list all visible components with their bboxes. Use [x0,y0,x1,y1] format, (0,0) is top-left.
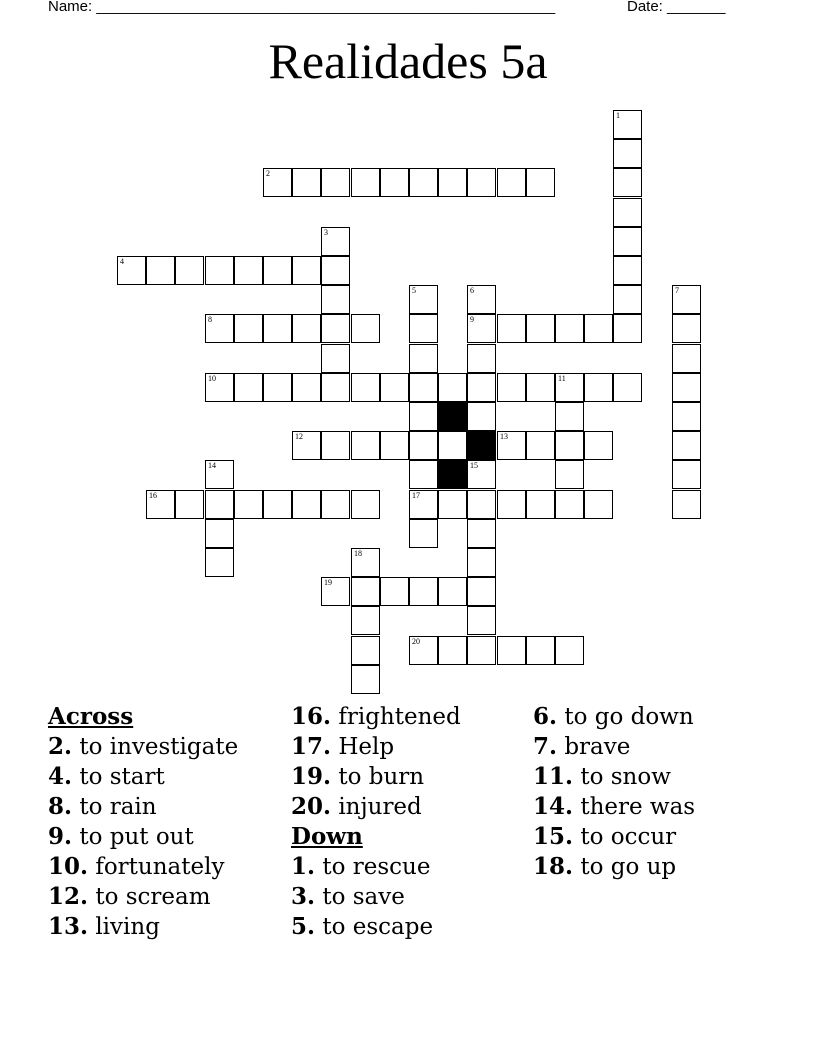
clue-number: 1 [616,111,620,120]
clue-item [48,822,238,852]
clue-number: 6 [470,286,474,295]
crossword-cell[interactable] [467,460,496,489]
crossword-cell[interactable] [467,490,496,519]
crossword-cell[interactable] [205,373,234,402]
crossword-cell[interactable] [497,314,526,343]
clue-item-number: 13. [48,913,89,940]
crossword-cell[interactable] [409,431,438,460]
clue-number: 4 [120,257,124,266]
crossword-cell[interactable] [409,519,438,548]
crossword-cell[interactable] [205,490,234,519]
crossword-cell[interactable] [438,373,467,402]
clue-item [291,852,461,882]
crossword-cell[interactable] [613,373,642,402]
down-heading: Down [291,823,363,850]
name-field-label: Name: _______________________________________________________ [48,0,556,15]
crossword-cell[interactable] [555,431,584,460]
clue-item-number: 10. [48,853,89,880]
clue-item [533,792,695,822]
clue-item-text: to snow [573,764,671,790]
clue-number: 16 [149,491,157,500]
crossword-cell[interactable] [175,490,204,519]
crossword-cell[interactable] [321,227,350,256]
crossword-cell[interactable] [380,373,409,402]
crossword-cell[interactable] [584,314,613,343]
crossword-cell[interactable] [555,636,584,665]
crossword-cell[interactable] [497,431,526,460]
clue-number: 2 [266,169,270,178]
crossword-cell[interactable] [409,402,438,431]
clue-item [48,732,238,762]
clue-number: 14 [208,461,216,470]
clue-item [291,912,461,942]
crossword-cell[interactable] [467,314,496,343]
crossword-cell[interactable] [672,314,701,343]
clue-item-text: Help [331,734,395,760]
crossword-cell[interactable] [613,198,642,227]
clue-item-number: 16. [291,703,332,730]
clue-item-number: 7. [533,733,558,760]
crossword-cell[interactable] [467,577,496,606]
crossword-cell[interactable] [555,314,584,343]
clue-item [48,792,238,822]
crossword-cell[interactable] [672,344,701,373]
crossword-cell[interactable] [409,577,438,606]
crossword-cell[interactable] [526,490,555,519]
crossword-cell[interactable] [205,548,234,577]
crossword-cell[interactable] [351,548,380,577]
crossword-cell[interactable] [321,344,350,373]
across-heading: Across [48,703,134,730]
crossword-cell[interactable] [467,636,496,665]
crossword-cell[interactable] [613,285,642,314]
crossword-cell[interactable] [555,373,584,402]
crossword-cell[interactable] [409,168,438,197]
down-clue-list [291,852,461,942]
crossword-cell[interactable] [467,344,496,373]
clue-column-2 [291,702,461,942]
crossword-cell[interactable] [321,577,350,606]
crossword-cell[interactable] [321,431,350,460]
clue-item-number: 5. [291,913,316,940]
clue-number: 19 [324,578,332,587]
crossword-cell[interactable] [409,285,438,314]
clue-item [533,852,695,882]
crossword-cell[interactable] [613,256,642,285]
clue-item-text: living [88,914,160,940]
crossword-cell[interactable] [584,490,613,519]
crossword-cell[interactable] [117,256,146,285]
clue-number: 9 [470,315,474,324]
clue-item [533,822,695,852]
crossword-cell[interactable] [526,373,555,402]
clue-column-1 [48,702,238,942]
crossword-cell[interactable] [438,577,467,606]
clue-item [533,702,695,732]
clue-item [291,732,461,762]
crossword-cell[interactable] [555,402,584,431]
clue-item-number: 14. [533,793,574,820]
clue-item-number: 11. [533,763,574,790]
crossword-cell[interactable] [409,490,438,519]
crossword-cell[interactable] [292,490,321,519]
clue-item [533,762,695,792]
clue-item-number: 9. [48,823,73,850]
down-clue-list-continued [533,702,695,882]
clue-number: 13 [500,432,508,441]
crossword-cell[interactable] [497,168,526,197]
crossword-cell[interactable] [292,431,321,460]
crossword-cell[interactable] [146,490,175,519]
clue-item-text: to save [315,884,405,910]
crossword-cell[interactable] [613,139,642,168]
crossword-cell[interactable] [351,636,380,665]
clue-item-text: to rescue [315,854,431,880]
crossword-cell[interactable] [351,168,380,197]
crossword-cell[interactable] [438,431,467,460]
crossword-cell[interactable] [380,431,409,460]
crossword-black-cell [467,431,496,460]
clue-number: 10 [208,374,216,383]
crossword-cell[interactable] [526,314,555,343]
clue-item [533,732,695,762]
crossword-cell[interactable] [205,460,234,489]
crossword-cell[interactable] [321,256,350,285]
crossword-cell[interactable] [584,431,613,460]
crossword-cell[interactable] [351,577,380,606]
crossword-cell[interactable] [555,460,584,489]
clue-number: 17 [412,491,420,500]
clue-number: 3 [324,228,328,237]
crossword-cell[interactable] [467,606,496,635]
clue-item-text: to scream [88,884,211,910]
clue-item [48,852,238,882]
crossword-cell[interactable] [205,519,234,548]
crossword-cell[interactable] [526,431,555,460]
clue-number: 11 [558,374,566,383]
crossword-cell[interactable] [526,636,555,665]
clue-item-text: to go down [557,704,694,730]
clue-item-number: 17. [291,733,332,760]
crossword-cell[interactable] [497,490,526,519]
crossword-cell[interactable] [351,490,380,519]
clue-item [291,882,461,912]
clue-item-text: to rain [72,794,157,820]
clue-item-number: 15. [533,823,574,850]
crossword-cell[interactable] [438,636,467,665]
crossword-cell[interactable] [351,665,380,694]
crossword-cell[interactable] [438,168,467,197]
crossword-cell[interactable] [555,490,584,519]
clue-number: 12 [295,432,303,441]
clue-number: 20 [412,637,420,646]
crossword-cell[interactable] [380,577,409,606]
crossword-cell[interactable] [321,373,350,402]
crossword-cell[interactable] [234,314,263,343]
crossword-black-cell [438,402,467,431]
clue-item-number: 6. [533,703,558,730]
clue-item-text: frightened [331,704,461,730]
clue-item-text: to investigate [72,734,239,760]
clue-item-number: 8. [48,793,73,820]
crossword-cell[interactable] [672,490,701,519]
crossword-cell[interactable] [613,110,642,139]
crossword-cell[interactable] [613,168,642,197]
clue-item-number: 20. [291,793,332,820]
crossword-cell[interactable] [409,344,438,373]
clue-item [291,702,461,732]
clue-column-3 [533,702,695,882]
crossword-cell[interactable] [205,314,234,343]
crossword-cell[interactable] [613,227,642,256]
clue-item-number: 18. [533,853,574,880]
crossword-cell[interactable] [351,314,380,343]
crossword-cell[interactable] [263,256,292,285]
clue-item [48,762,238,792]
clue-item-number: 12. [48,883,89,910]
crossword-cell[interactable] [292,373,321,402]
clue-item [291,762,461,792]
crossword-cell[interactable] [467,373,496,402]
clue-item-number: 4. [48,763,73,790]
crossword-cell[interactable] [321,490,350,519]
crossword-cell[interactable] [467,168,496,197]
crossword-cell[interactable] [380,168,409,197]
crossword-cell[interactable] [205,256,234,285]
across-clue-list [48,732,238,942]
clue-item-number: 1. [291,853,316,880]
clue-item-number: 19. [291,763,332,790]
clue-number: 8 [208,315,212,324]
clue-item-text: to go up [573,854,677,880]
crossword-cell[interactable] [409,636,438,665]
crossword-cell[interactable] [263,373,292,402]
clue-number: 15 [470,461,478,470]
clue-item-text: brave [557,734,631,760]
crossword-cell[interactable] [467,402,496,431]
clue-item-text: to burn [331,764,425,790]
crossword-cell[interactable] [467,285,496,314]
crossword-cell[interactable] [292,168,321,197]
crossword-cell[interactable] [497,373,526,402]
clue-number: 5 [412,286,416,295]
crossword-cell[interactable] [321,314,350,343]
crossword-cell[interactable] [175,256,204,285]
crossword-cell[interactable] [292,256,321,285]
crossword-cell[interactable] [292,314,321,343]
across-clue-list-continued [291,702,461,822]
clue-item [48,912,238,942]
crossword-cell[interactable] [613,314,642,343]
crossword-cell[interactable] [234,490,263,519]
crossword-cell[interactable] [409,373,438,402]
crossword-cell[interactable] [467,519,496,548]
crossword-cell[interactable] [263,314,292,343]
crossword-cell[interactable] [146,256,175,285]
crossword-black-cell [438,460,467,489]
crossword-cell[interactable] [409,314,438,343]
crossword-cell[interactable] [672,460,701,489]
crossword-cell[interactable] [672,431,701,460]
crossword-cell[interactable] [321,285,350,314]
crossword-cell[interactable] [584,373,613,402]
date-field-label: Date: _______ [627,0,726,15]
crossword-cell[interactable] [409,460,438,489]
clue-number: 18 [354,549,362,558]
crossword-cell[interactable] [672,402,701,431]
crossword-cell[interactable] [351,431,380,460]
crossword-cell[interactable] [263,490,292,519]
clue-item [48,882,238,912]
crossword-cell[interactable] [526,168,555,197]
crossword-cell[interactable] [351,373,380,402]
crossword-cell[interactable] [497,636,526,665]
crossword-cell[interactable] [263,168,292,197]
crossword-cell[interactable] [234,373,263,402]
crossword-cell[interactable] [234,256,263,285]
crossword-cell[interactable] [321,168,350,197]
crossword-cell[interactable] [438,490,467,519]
clue-item-text: injured [331,794,422,820]
page-title: Realidades 5a [268,33,548,89]
crossword-cell[interactable] [672,373,701,402]
clue-item-text: fortunately [88,854,225,880]
clue-item-number: 2. [48,733,73,760]
clue-number: 7 [675,286,679,295]
clue-item-text: to occur [573,824,677,850]
clue-item-number: 3. [291,883,316,910]
clue-item-text: to put out [72,824,194,850]
crossword-cell[interactable] [672,285,701,314]
crossword-cell[interactable] [351,606,380,635]
clue-item-text: there was [573,794,696,820]
crossword-cell[interactable] [467,548,496,577]
clue-item-text: to start [72,764,165,790]
clue-item [291,792,461,822]
clue-item-text: to escape [315,914,434,940]
